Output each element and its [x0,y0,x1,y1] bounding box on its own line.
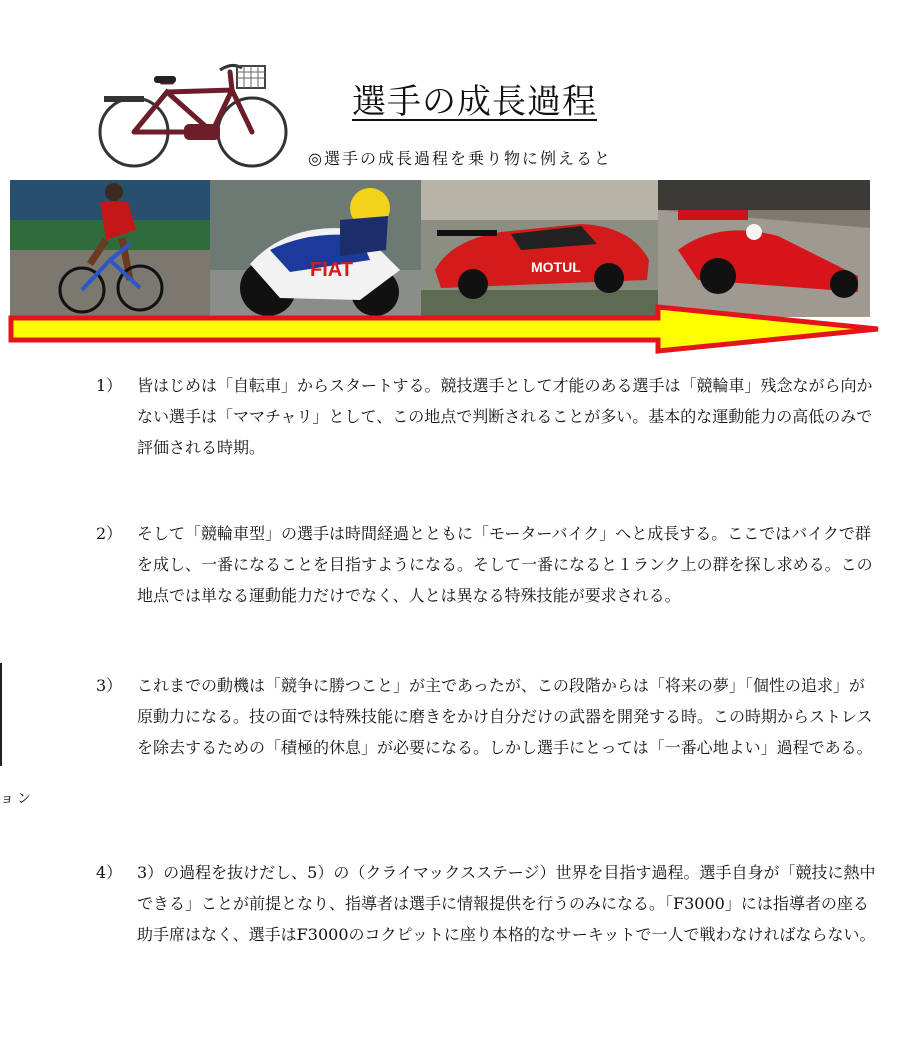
page-title: 選手の成長過程 [352,82,597,122]
paragraph-3 [96,670,876,763]
red-gt-race-car-photo [421,180,658,317]
paragraph-1 [96,370,876,463]
margin-text-fragment: ョン [0,791,34,807]
page-subtitle: ◎選手の成長過程を乗り物に例えると [308,149,612,168]
paragraph-text: 3）の過程を抜けだし、5）の（クライマックスステージ）世界を目指す過程。選手自身が「競技に熱中できる」ことが前提となり、指導者は選手に情報提供を行うのみになる。「F3000」には指導者の座る助手席はなく、選手はF3000のコクピットに座り本格的なサーキットで一人で戦わなければならない。 [137,863,876,944]
bicycle-illustration [92,52,292,170]
svg-text:MOTUL: MOTUL [531,259,581,275]
right-arrow-icon [8,304,882,354]
mamachari-bicycle-icon [92,52,292,170]
paragraph-number: 1） [96,376,123,395]
paragraph-number: 2） [96,524,123,543]
red-f1-car-photo [658,180,870,317]
paragraph-text: 皆はじめは「自転車」からスタートする。競技選手として才能のある選手は「競輪車」残念ながら向かない選手は「ママチャリ」として、この地点で判断されることが多い。基本的な運動能力の高低のみで評価される時期。 [137,376,873,457]
track-cyclist-photo [10,180,210,317]
progression-arrow [8,304,882,354]
svg-text:FIAT: FIAT [310,259,353,281]
paragraph-number: 4） [96,863,123,882]
paragraph-4 [96,857,876,950]
paragraph-text: そして「競輪車型」の選手は時間経過とともに「モーターバイク」へと成長する。ここではバイクで群を成し、一番になることを目指すようになる。そして一番になると１ランク上の群を探し求める。この地点では単なる運動能力だけでなく、人とは異なる特殊技能が要求される。 [137,524,873,605]
paragraph-number: 3） [96,676,123,695]
margin-rule [0,663,2,766]
paragraph-2 [96,518,876,611]
motogp-motorbike-photo [210,180,421,317]
vehicle-photo-strip [10,180,870,317]
paragraph-text: これまでの動機は「競争に勝つこと」が主であったが、この段階からは「将来の夢」「個性の追求」が原動力になる。技の面では特殊技能に磨きをかけ自分だけの武器を開発する時。この時期からストレスを除去するための「積極的休息」が必要になる。しかし選手にとっては「一番心地よい」過程である。 [137,676,873,757]
